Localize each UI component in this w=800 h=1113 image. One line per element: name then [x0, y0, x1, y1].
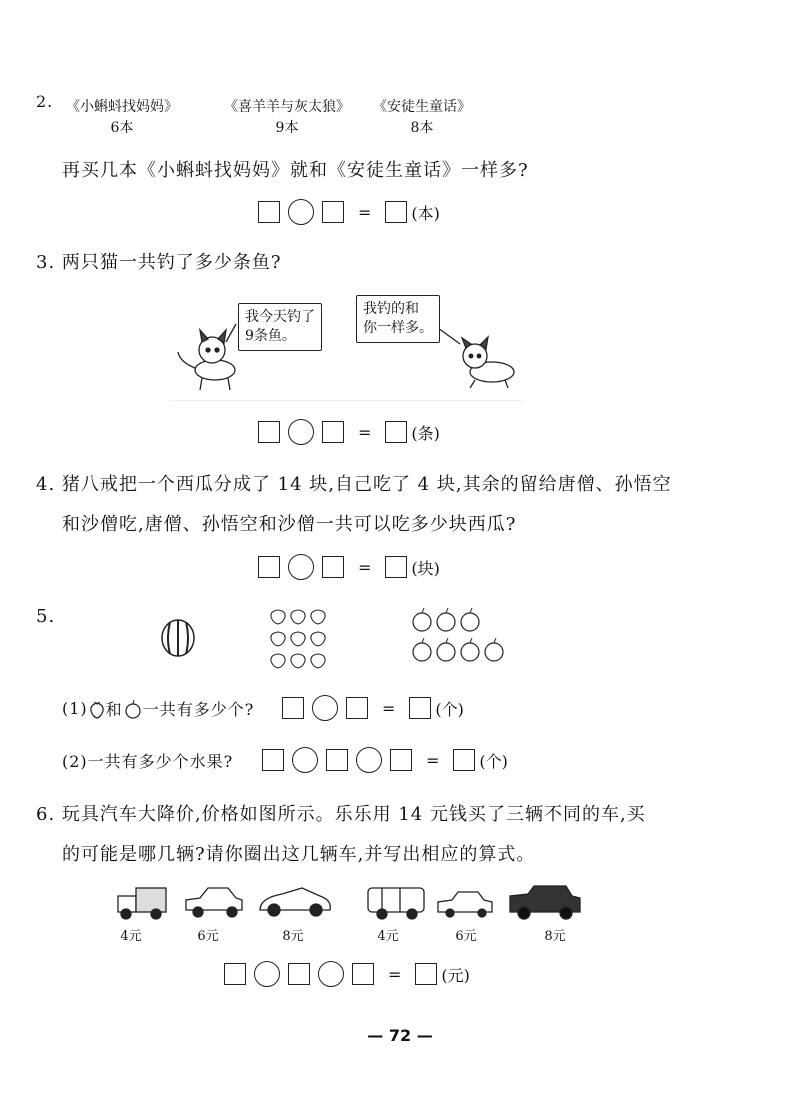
q5-sub2-equation — [262, 746, 508, 774]
answer-box[interactable] — [409, 697, 431, 719]
book-item — [366, 96, 478, 137]
q6-equation — [224, 960, 470, 988]
equals-sign: = — [358, 557, 372, 577]
q6-line2: 的可能是哪几辆?请你圈出这几辆车,并写出相应的算式。 — [62, 844, 536, 865]
answer-box[interactable] — [258, 201, 280, 223]
q3-equation — [258, 418, 440, 446]
answer-box[interactable] — [282, 697, 304, 719]
price-label: 6元 — [197, 929, 219, 944]
cats-illustration — [170, 292, 522, 400]
car-suv-icon[interactable] — [510, 886, 580, 919]
q5-number: 5. — [36, 606, 56, 627]
speech-bubble-left: 我今天钓了 9条鱼。 — [238, 303, 322, 351]
car-van-icon[interactable] — [368, 888, 424, 919]
q2-number: 2. — [36, 92, 54, 111]
unit-label: (本) — [411, 203, 440, 223]
equals-sign: = — [426, 750, 440, 770]
book-title: 《小蝌蚪找妈妈》 — [66, 99, 178, 115]
operator-circle[interactable] — [288, 554, 314, 580]
q4-line2: 和沙僧吃,唐僧、孙悟空和沙僧一共可以吃多少块西瓜? — [62, 514, 517, 535]
fruit-svg — [150, 600, 530, 676]
answer-box[interactable] — [453, 749, 475, 771]
answer-box[interactable] — [326, 749, 348, 771]
unit-label: (元) — [441, 965, 470, 985]
q5-sub1-equation — [282, 694, 464, 722]
price-label: 6元 — [455, 929, 477, 944]
q5-sub1 — [62, 697, 254, 720]
answer-box[interactable] — [258, 421, 280, 443]
apple-icon — [485, 638, 503, 661]
speech-bubble-right: 我钓的和 你一样多。 — [356, 295, 440, 343]
car-truck-icon[interactable] — [118, 888, 166, 919]
apple-icon — [413, 608, 431, 631]
price-label: 4元 — [120, 929, 142, 944]
answer-box[interactable] — [352, 963, 374, 985]
equals-sign: = — [382, 698, 396, 718]
apple-icon — [413, 638, 431, 661]
book-item — [56, 96, 188, 137]
answer-box[interactable] — [322, 421, 344, 443]
operator-circle[interactable] — [288, 199, 314, 225]
q5-sub2: (2)一共有多少个水果? — [62, 752, 234, 771]
car-compact-icon[interactable] — [438, 892, 492, 917]
answer-box[interactable] — [385, 201, 407, 223]
q4-line1: 4. 猪八戒把一个西瓜分成了 14 块,自己吃了 4 块,其余的留给唐僧、孙悟空 — [36, 474, 672, 495]
q6-line1: 6. 玩具汽车大降价,价格如图所示。乐乐用 14 元钱买了三辆不同的车,买 — [36, 804, 646, 825]
equals-sign: = — [388, 964, 402, 984]
book-count: 9本 — [275, 120, 299, 136]
car-sedan-icon[interactable] — [186, 888, 242, 917]
q2-question: 再买几本《小蝌蚪找妈妈》就和《安徒生童话》一样多? — [62, 160, 529, 181]
strawberry-icon — [291, 632, 305, 646]
price-label: 4元 — [377, 929, 399, 944]
answer-box[interactable] — [385, 556, 407, 578]
apple-icon — [461, 608, 479, 631]
cat-left-icon — [178, 330, 235, 390]
answer-box[interactable] — [258, 556, 280, 578]
strawberry-icon — [291, 654, 305, 668]
answer-box[interactable] — [262, 749, 284, 771]
answer-box[interactable] — [415, 963, 437, 985]
answer-box[interactable] — [346, 697, 368, 719]
operator-circle[interactable] — [356, 747, 382, 773]
page-number: — 72 — — [367, 1026, 433, 1045]
operator-circle[interactable] — [312, 695, 338, 721]
fruit-picture — [150, 600, 530, 676]
unit-label: (块) — [411, 558, 440, 578]
equals-sign: = — [358, 202, 372, 222]
strawberry-icon — [271, 610, 285, 624]
strawberry-icon — [311, 654, 325, 668]
operator-circle[interactable] — [292, 747, 318, 773]
book-item — [212, 96, 362, 137]
strawberry-icon — [271, 654, 285, 668]
sub1-mid: 和 — [105, 700, 123, 719]
price-label: 8元 — [282, 929, 304, 944]
sub1-prefix: (1) — [62, 699, 88, 718]
unit-label: (个) — [479, 751, 508, 771]
answer-box[interactable] — [390, 749, 412, 771]
apple-icon — [461, 638, 479, 661]
book-title: 《安徒生童话》 — [373, 99, 471, 115]
strawberry-icon — [88, 699, 106, 719]
cars-row — [110, 880, 590, 924]
apple-icon — [437, 608, 455, 631]
book-count: 8本 — [410, 120, 434, 136]
q4-equation — [258, 553, 440, 581]
answer-box[interactable] — [385, 421, 407, 443]
car-sports-icon[interactable] — [260, 888, 330, 916]
strawberry-icon — [311, 610, 325, 624]
operator-circle[interactable] — [288, 419, 314, 445]
price-label: 8元 — [544, 929, 566, 944]
operator-circle[interactable] — [318, 961, 344, 987]
cat-right-icon — [462, 337, 514, 388]
unit-label: (个) — [435, 699, 464, 719]
watermelon-icon — [162, 620, 194, 656]
equals-sign: = — [358, 422, 372, 442]
strawberry-icon — [271, 632, 285, 646]
answer-box[interactable] — [322, 556, 344, 578]
answer-box[interactable] — [288, 963, 310, 985]
book-count: 6本 — [110, 120, 134, 136]
answer-box[interactable] — [224, 963, 246, 985]
strawberry-icon — [291, 610, 305, 624]
book-title: 《喜羊羊与灰太狼》 — [224, 99, 350, 115]
cars-svg — [110, 880, 590, 924]
operator-circle[interactable] — [254, 961, 280, 987]
q2-equation — [258, 198, 440, 226]
sub1-suffix: 一共有多少个? — [142, 700, 255, 719]
q3-question: 3. 两只猫一共钓了多少条鱼? — [36, 252, 282, 273]
strawberry-icon — [311, 632, 325, 646]
answer-box[interactable] — [322, 201, 344, 223]
q3-illustration — [170, 292, 522, 401]
unit-label: (条) — [411, 423, 440, 443]
apple-icon — [437, 638, 455, 661]
apple-icon — [123, 699, 143, 719]
